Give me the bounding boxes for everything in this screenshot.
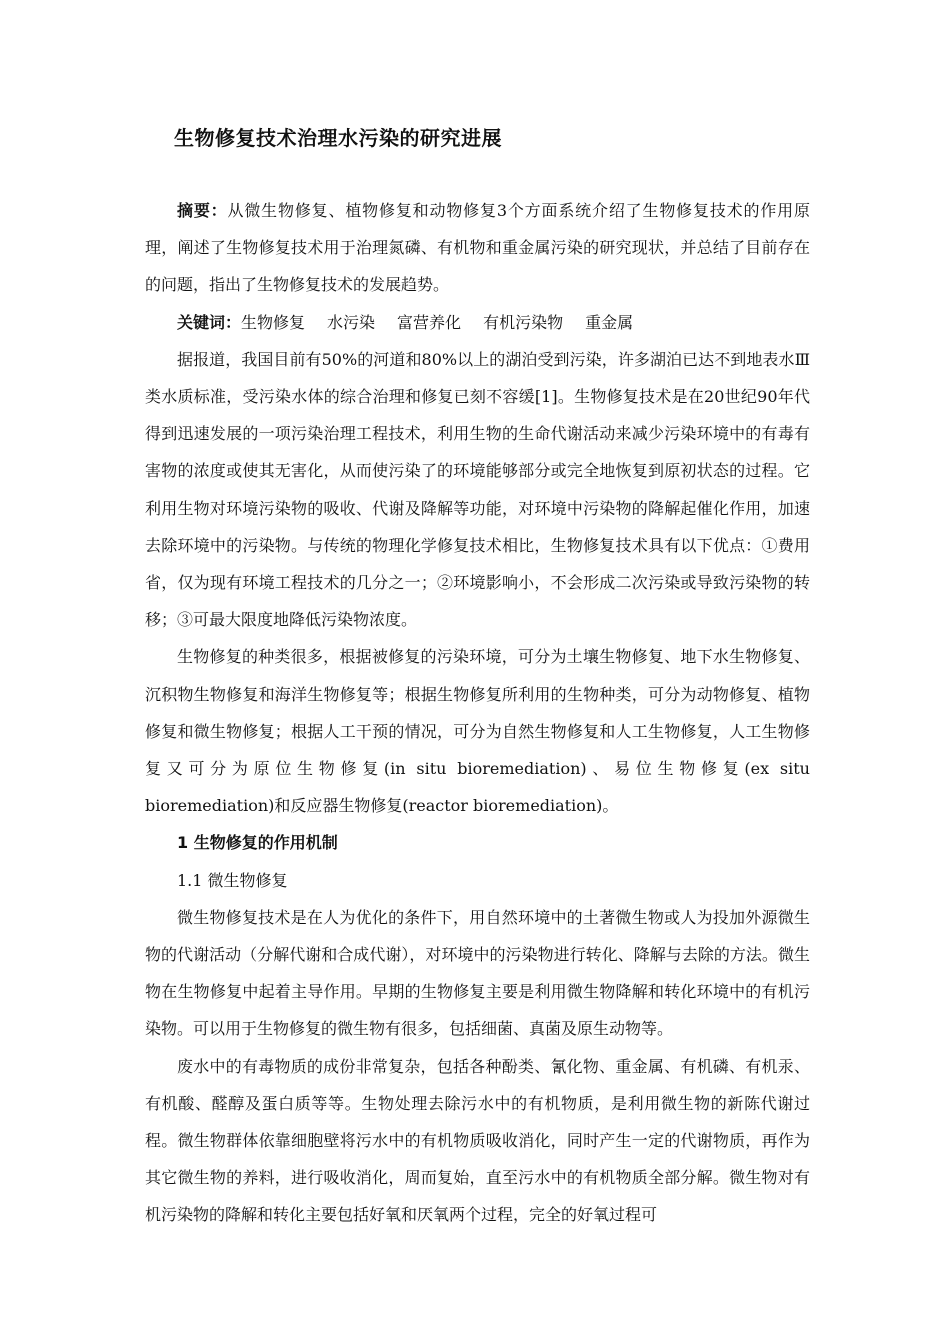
abstract-text: 从微生物修复、植物修复和动物修复3个方面系统介绍了生物修复技术的作用原理，阐述了生物修复技术用于治理氮磷、有机物和重金属污染的研究现状，并总结了目前存在的问题，指出了生物修复技术的发展趋势。: [145, 201, 810, 295]
abstract-label: 摘要：: [177, 201, 228, 220]
keyword-item: 水污染: [327, 312, 376, 332]
keyword-item: 富营养化: [397, 312, 462, 332]
body-paragraph: 微生物修复技术是在人为优化的条件下，用自然环境中的土著微生物或人为投加外源微生物的代谢活动（分解代谢和合成代谢），对环境中的污染物进行转化、降解与去除的方法。微生物在生物修复中起着主导作用。早期的生物修复主要是利用微生物降解和转化环境中的有机污染物。可以用于生物修复的微生物有很多，包括细菌、真菌及原生动物等。: [145, 907, 810, 1039]
keywords-label: 关键词：: [177, 312, 242, 332]
body-paragraph: 废水中的有毒物质的成份非常复杂，包括各种酚类、氰化物、重金属、有机磷、有机汞、有机酸、醛醇及蛋白质等等。生物处理去除污水中的有机物质，是利用微生物的新陈代谢过程。微生物群体依靠细胞壁将污水中的有机物质吸收消化，同时产生一定的代谢物质，再作为其它微生物的养料，进行吸收消化，周而复始，直至污水中的有机物质全部分解。微生物对有机污染物的降解和转化主要包括好氧和厌氧两个过程，完全的好氧过程可: [145, 1056, 810, 1225]
document-body: [145, 192, 810, 1234]
keyword-item: 生物修复: [241, 312, 306, 332]
subsection-heading: 1.1 微生物修复: [177, 870, 288, 890]
section-heading: 1 生物修复的作用机制: [177, 833, 338, 853]
abstract-paragraph: [145, 192, 810, 304]
keyword-item: 重金属: [585, 312, 634, 332]
body-paragraph: 生物修复的种类很多，根据被修复的污染环境，可分为土壤生物修复、地下水生物修复、沉积物生物修复和海洋生物修复等；根据生物修复所利用的生物种类，可分为动物修复、植物修复和微生物修复；根据人工干预的情况，可分为自然生物修复和人工生物修复，人工生物修复又可分为原位生物修复(in situ bioremediation)、易位生物修复(ex situ bioremediation)和反应器生物修复(reactor bioremediation)。: [145, 647, 810, 816]
body-paragraph: 据报道，我国目前有50%的河道和80%以上的湖泊受到污染，许多湖泊已达不到地表水Ⅲ类水质标准，受污染水体的综合治理和修复已刻不容缓[1]。生物修复技术是在20世纪90年代得到迅速发展的一项污染治理工程技术，利用生物的生命代谢活动来减少污染环境中的有毒有害物的浓度或使其无害化，从而使污染了的环境能够部分或完全地恢复到原初状态的过程。它利用生物对环境污染物的吸收、代谢及降解等功能，对环境中污染物的降解起催化作用，加速去除环境中的污染物。与传统的物理化学修复技术相比，生物修复技术具有以下优点：①费用省，仅为现有环境工程技术的几分之一；②环境影响小，不会形成二次污染或导致污染物的转移；③可最大限度地降低污染物浓度。: [145, 349, 810, 630]
keyword-item: 有机污染物: [483, 312, 564, 332]
keywords-line: [145, 304, 810, 341]
page-title: 生物修复技术治理水污染的研究进展: [174, 126, 502, 150]
